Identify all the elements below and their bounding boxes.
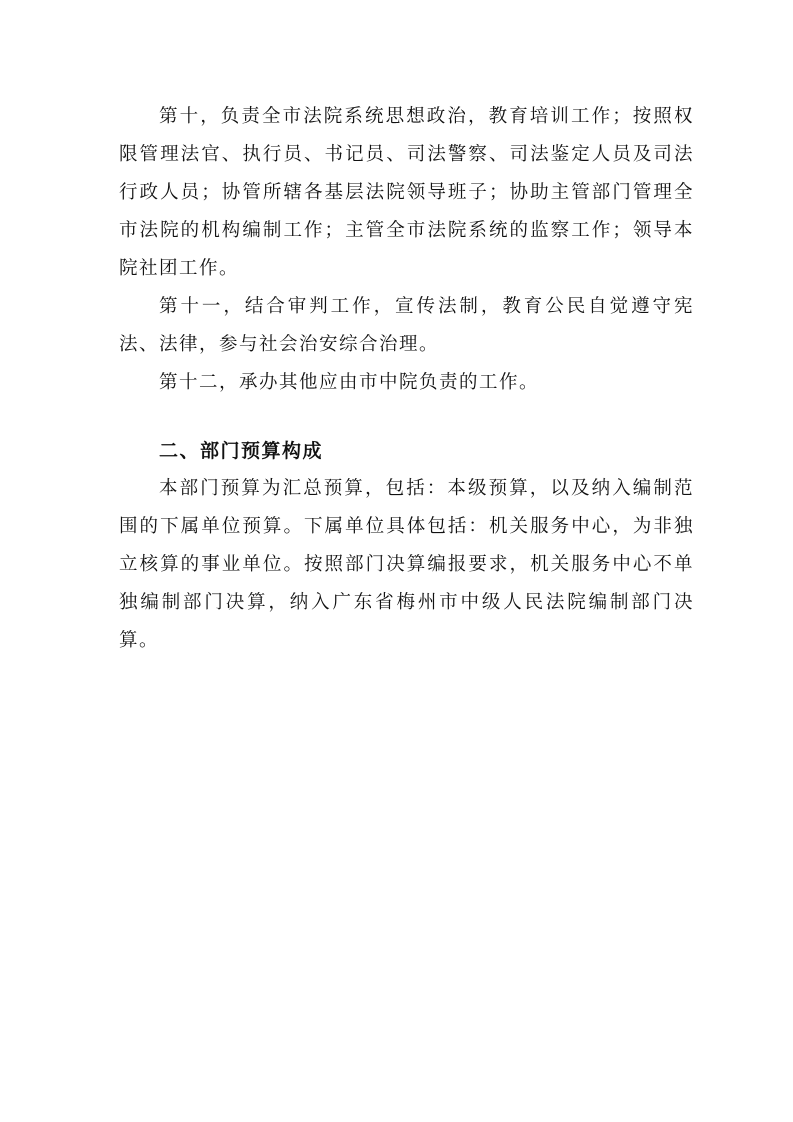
section-title: 二、部门预算构成 bbox=[159, 440, 324, 462]
paragraph-item-12: 第十二，承办其他应由市中院负责的工作。 bbox=[159, 372, 540, 393]
document-body bbox=[119, 98, 694, 660]
paragraph-item-11: 第十一，结合审判工作，宣传法制，教育公民自觉遵守宪法、法律，参与社会治安综合治理。 bbox=[119, 296, 694, 355]
section-paragraph: 本部门预算为汇总预算，包括：本级预算，以及纳入编制范围的下属单位预算。下属单位具体包括：机关服务中心，为非独立核算的事业单位。按照部门决算编报要求，机关服务中心不单独编制部门决算，纳入广东省梅州市中级人民法院编制部门决算。 bbox=[119, 478, 694, 651]
paragraph-item-10: 第十，负责全市法院系统思想政治，教育培训工作；按照权限管理法官、执行员、书记员、司法警察、司法鉴定人员及司法行政人员；协管所辖各基层法院领导班子；协助主管部门管理全市法院的机构编制工作；主管全市法院系统的监察工作；领导本院社团工作。 bbox=[119, 106, 694, 279]
